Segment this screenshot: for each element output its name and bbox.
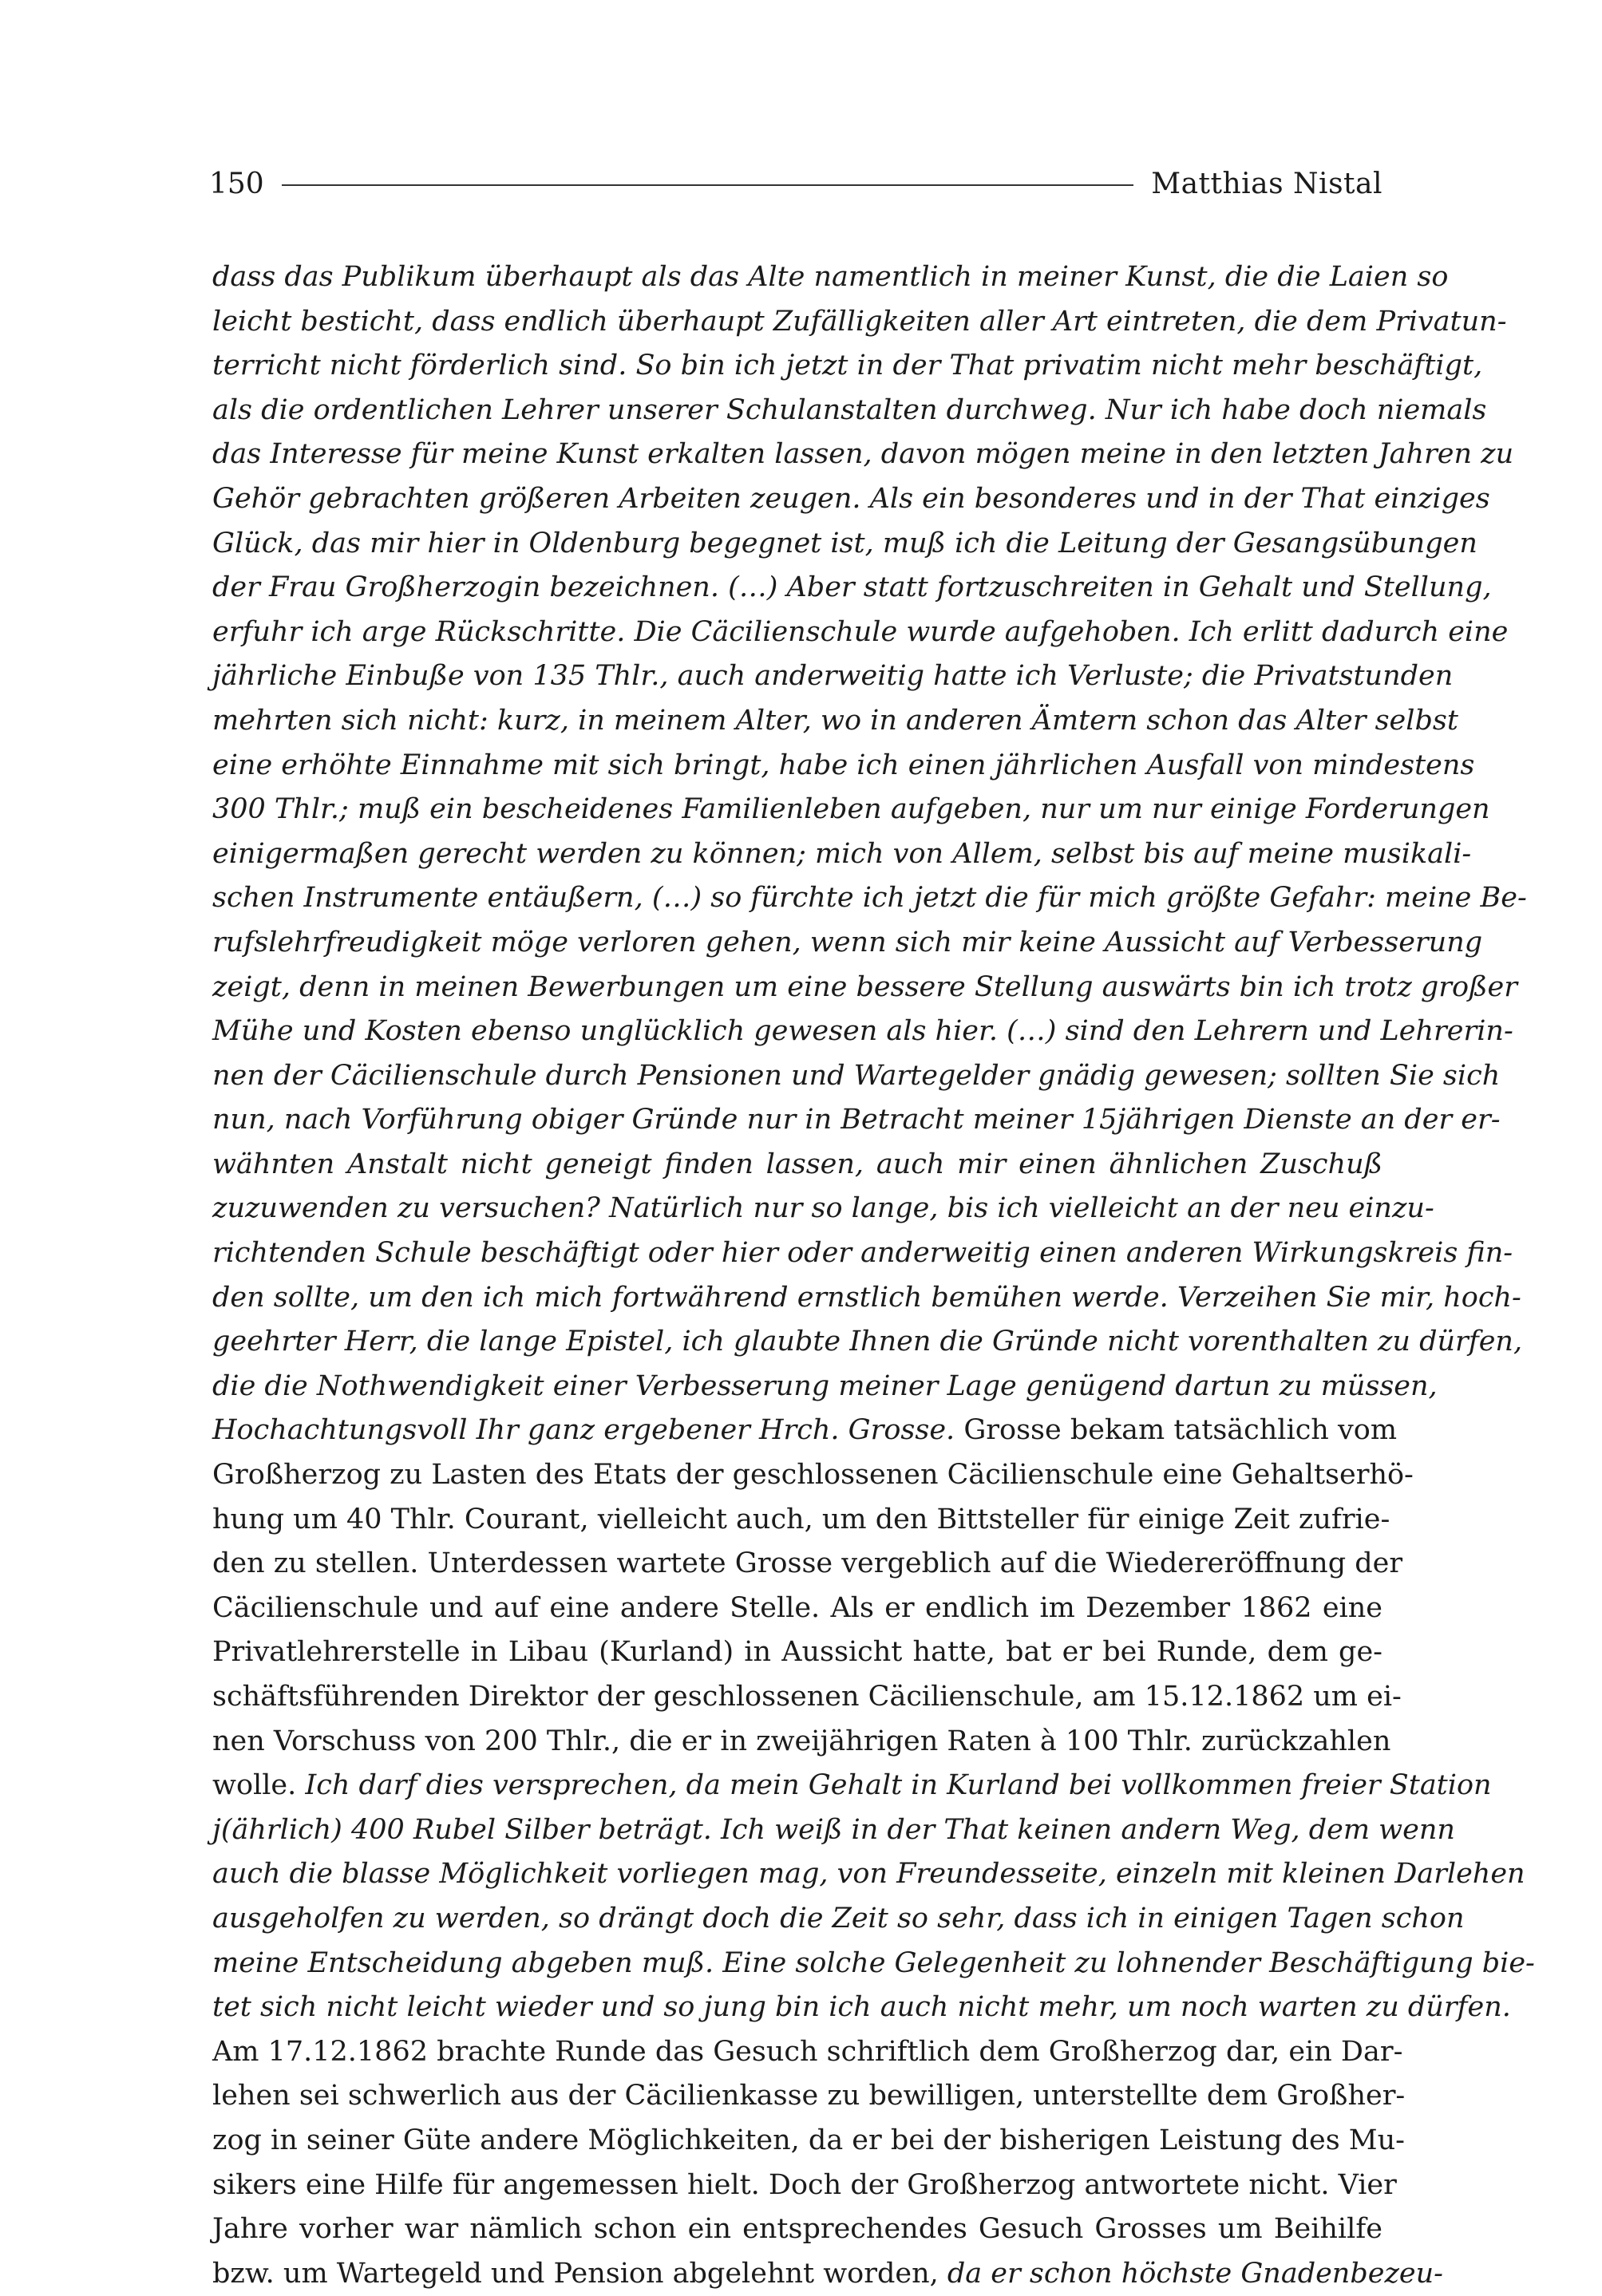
quoted-text: Mühe und Kosten ebenso unglücklich gewesen als hier. (…) sind den Lehrern und Lehrerin-: [212, 1015, 1513, 1048]
text-line: [212, 566, 1492, 611]
quoted-text: Glück, das mir hier in Oldenburg begegnet ist, muß ich die Leitung der Gesangsübungen: [212, 527, 1477, 559]
body-text-run: Großherzog zu Lasten des Etats der geschlossenen Cäcilienschule eine Gehaltserhö-: [212, 1459, 1414, 1492]
body-text-run: nen Vorschuss von 200 Thlr., die er in zweijährigen Raten à 100 Thlr. zurückzahlen: [212, 1725, 1391, 1757]
quoted-text: das Interesse für meine Kunst erkalten lassen, davon mögen meine in den letzten Jahren zu: [212, 438, 1514, 471]
text-line: [212, 1587, 1382, 1631]
quoted-text: erfuhr ich arge Rückschritte. Die Cäcilienschule wurde aufgehoben. Ich erlitt dadurch eine: [212, 615, 1509, 648]
body-text-run: Am 17.12.1862 brachte Runde das Gesuch schriftlich dem Großherzog dar, ein Dar-: [212, 2035, 1403, 2068]
text-line: [212, 300, 1507, 345]
text-line: [212, 2252, 1443, 2296]
quoted-text: richtenden Schule beschäftigt oder hier oder anderweitig einen anderen Wirkungskreis fin-: [212, 1237, 1513, 1270]
text-line: [212, 1498, 1390, 1543]
text-line: [212, 389, 1487, 433]
quoted-text: dass das Publikum überhaupt als das Alte namentlich in meiner Kunst, die die Laien so: [212, 261, 1449, 293]
text-line: [212, 1720, 1391, 1764]
text-line: [212, 1054, 1501, 1099]
quoted-text: mehrten sich nicht: kurz, in meinem Alter, wo in anderen Ämtern schon das Alter selbst: [212, 704, 1458, 737]
text-line: [212, 522, 1477, 567]
text-line: [212, 2030, 1403, 2075]
quoted-text: nun, nach Vorführung obiger Gründe nur in Betracht meiner 15jährigen Dienste an der er-: [212, 1104, 1501, 1136]
body-text: [212, 255, 1535, 2296]
text-line: [212, 2164, 1397, 2208]
text-line: [212, 1630, 1382, 1675]
text-line: [212, 921, 1483, 966]
text-line: [212, 1808, 1455, 1853]
text-line: [212, 744, 1475, 788]
quoted-text: leicht besticht, dass endlich überhaupt Zufälligkeiten aller Art eintreten, die dem Privatun-: [212, 305, 1507, 338]
quoted-text: Ich darf dies versprechen, da mein Gehalt in Kurland bei vollkommen freier Station: [305, 1769, 1492, 1802]
text-line: [212, 477, 1490, 522]
text-line: [212, 832, 1472, 877]
quoted-text: auch die blasse Möglichkeit vorliegen mag, von Freundesseite, einzeln mit kleinen Darlehen: [212, 1858, 1525, 1891]
text-line: [212, 1010, 1513, 1054]
body-text-run: zog in seiner Güte andere Möglichkeiten, da er bei der bisherigen Leistung des Mu-: [212, 2124, 1406, 2156]
body-text-run: schäftsführenden Direktor der geschlossenen Cäcilienschule, am 15.12.1862 um ei-: [212, 1681, 1402, 1713]
text-line: [212, 1365, 1438, 1409]
text-line: [212, 1231, 1513, 1276]
body-text-run: Grosse bekam tatsächlich vom: [955, 1414, 1398, 1447]
quoted-text: meine Entscheidung abgeben muß. Eine solche Gelegenheit zu lohnender Beschäftigung bie-: [212, 1946, 1535, 1979]
quoted-text: schen Instrumente entäußern, (…) so fürchte ich jetzt die für mich größte Gefahr: meine Be-: [212, 882, 1527, 915]
quoted-text: geehrter Herr, die lange Epistel, ich glaubte Ihnen die Gründe nicht vorenthalten zu dürfen,: [212, 1326, 1523, 1358]
header-rule: [282, 184, 1134, 186]
body-text-run: Jahre vorher war nämlich schon ein entsprechendes Gesuch Grosses um Beihilfe: [212, 2213, 1382, 2246]
text-line: [212, 876, 1527, 921]
text-line: [212, 699, 1458, 744]
quoted-text: Hochachtungsvoll Ihr ganz ergebener Hrch. Grosse.: [212, 1414, 955, 1447]
text-line: [212, 1409, 1398, 1453]
text-line: [212, 2074, 1406, 2119]
text-line: [212, 344, 1483, 389]
quoted-text: der Frau Großherzogin bezeichnen. (…) Aber statt fortzuschreiten in Gehalt und Stellung,: [212, 571, 1492, 604]
body-text-run: hung um 40 Thlr. Courant, vielleicht auch, um den Bittsteller für einige Zeit zufrie-: [212, 1503, 1390, 1535]
quoted-text: eine erhöhte Einnahme mit sich bringt, habe ich einen jährlichen Ausfall von mindestens: [212, 749, 1475, 781]
text-line: [212, 1143, 1382, 1188]
text-line: [212, 1453, 1414, 1498]
quoted-text: Gehör gebrachten größeren Arbeiten zeugen. Als ein besonderes und in der That einziges: [212, 482, 1490, 515]
body-text-run: bzw. um Wartegeld und Pension abgelehnt worden,: [212, 2257, 947, 2290]
text-line: [212, 966, 1517, 1010]
text-line: [212, 1276, 1521, 1321]
text-line: [212, 788, 1490, 832]
quoted-text: als die ordentlichen Lehrer unserer Schulanstalten durchweg. Nur ich habe doch niemals: [212, 393, 1487, 426]
quoted-text: tet sich nicht leicht wieder und so jung bin ich auch nicht mehr, um noch warten zu dürfen.: [212, 1991, 1511, 2024]
text-line: [212, 1320, 1523, 1365]
text-line: [212, 2119, 1406, 2164]
text-line: [212, 1675, 1402, 1720]
page-number: 150: [209, 167, 264, 200]
quoted-text: die die Nothwendigkeit einer Verbesserung meiner Lage genügend dartun zu müssen,: [212, 1369, 1438, 1402]
quoted-text: j(ährlich) 400 Rubel Silber beträgt. Ich weiß in der That keinen andern Weg, dem wenn: [212, 1813, 1455, 1846]
quoted-text: den sollte, um den ich mich fortwährend ernstlich bemühen werde. Verzeihen Sie mir, hoch-: [212, 1281, 1521, 1314]
text-line: [212, 1764, 1492, 1808]
body-text-run: Privatlehrerstelle in Libau (Kurland) in Aussicht hatte, bat er bei Runde, dem ge-: [212, 1636, 1382, 1669]
quoted-text: nen der Cäcilienschule durch Pensionen und Wartegelder gnädig gewesen; sollten Sie sich: [212, 1059, 1501, 1092]
quoted-text: jährliche Einbuße von 135 Thlr., auch anderweitig hatte ich Verluste; die Privatstunden: [212, 660, 1454, 693]
text-line: [212, 1542, 1403, 1587]
body-text-run: lehen sei schwerlich aus der Cäcilienkasse zu bewilligen, unterstellte dem Großher-: [212, 2080, 1406, 2112]
quoted-text: wähnten Anstalt nicht geneigt finden lassen, auch mir einen ähnlichen Zuschuß: [212, 1148, 1382, 1180]
quoted-text: zeigt, denn in meinen Bewerbungen um eine bessere Stellung auswärts bin ich trotz großer: [212, 970, 1517, 1003]
quoted-text: terricht nicht förderlich sind. So bin ich jetzt in der That privatim nicht mehr beschäftigt,: [212, 350, 1483, 382]
quoted-text: rufslehrfreudigkeit möge verloren gehen, wenn sich mir keine Aussicht auf Verbesserung: [212, 926, 1483, 958]
text-line: [212, 2207, 1382, 2252]
text-line: [212, 654, 1454, 699]
text-line: [212, 255, 1449, 300]
body-text-run: Cäcilienschule und auf eine andere Stelle. Als er endlich im Dezember 1862 eine: [212, 1591, 1382, 1624]
quoted-text: zuzuwenden zu versuchen? Natürlich nur so lange, bis ich vielleicht an der neu einzu-: [212, 1192, 1434, 1225]
quoted-text: einigermaßen gerecht werden zu können; mich von Allem, selbst bis auf meine musikali-: [212, 837, 1472, 870]
text-line: [212, 1098, 1501, 1143]
text-line: [212, 1986, 1511, 2030]
running-head-author: Matthias Nistal: [1151, 167, 1382, 200]
text-line: [212, 1897, 1465, 1942]
body-text-run: sikers eine Hilfe für angemessen hielt. Doch der Großherzog antwortete nicht. Vier: [212, 2168, 1397, 2201]
body-text-run: den zu stellen. Unterdessen wartete Grosse vergeblich auf die Wiedereröffnung der: [212, 1547, 1403, 1580]
quoted-text: 300 Thlr.; muß ein bescheidenes Familienleben aufgeben, nur um nur einige Forderungen: [212, 793, 1490, 826]
text-line: [212, 433, 1514, 477]
page-header: [209, 164, 1382, 204]
quoted-text: da er schon höchste Gnadenbezeu-: [947, 2257, 1443, 2290]
quoted-text: ausgeholfen zu werden, so drängt doch die Zeit so sehr, dass ich in einigen Tagen schon: [212, 1902, 1465, 1934]
text-line: [212, 611, 1509, 655]
body-text-run: wolle.: [212, 1769, 306, 1802]
text-line: [212, 1852, 1525, 1897]
text-line: [212, 1187, 1434, 1231]
text-line: [212, 1942, 1535, 1986]
